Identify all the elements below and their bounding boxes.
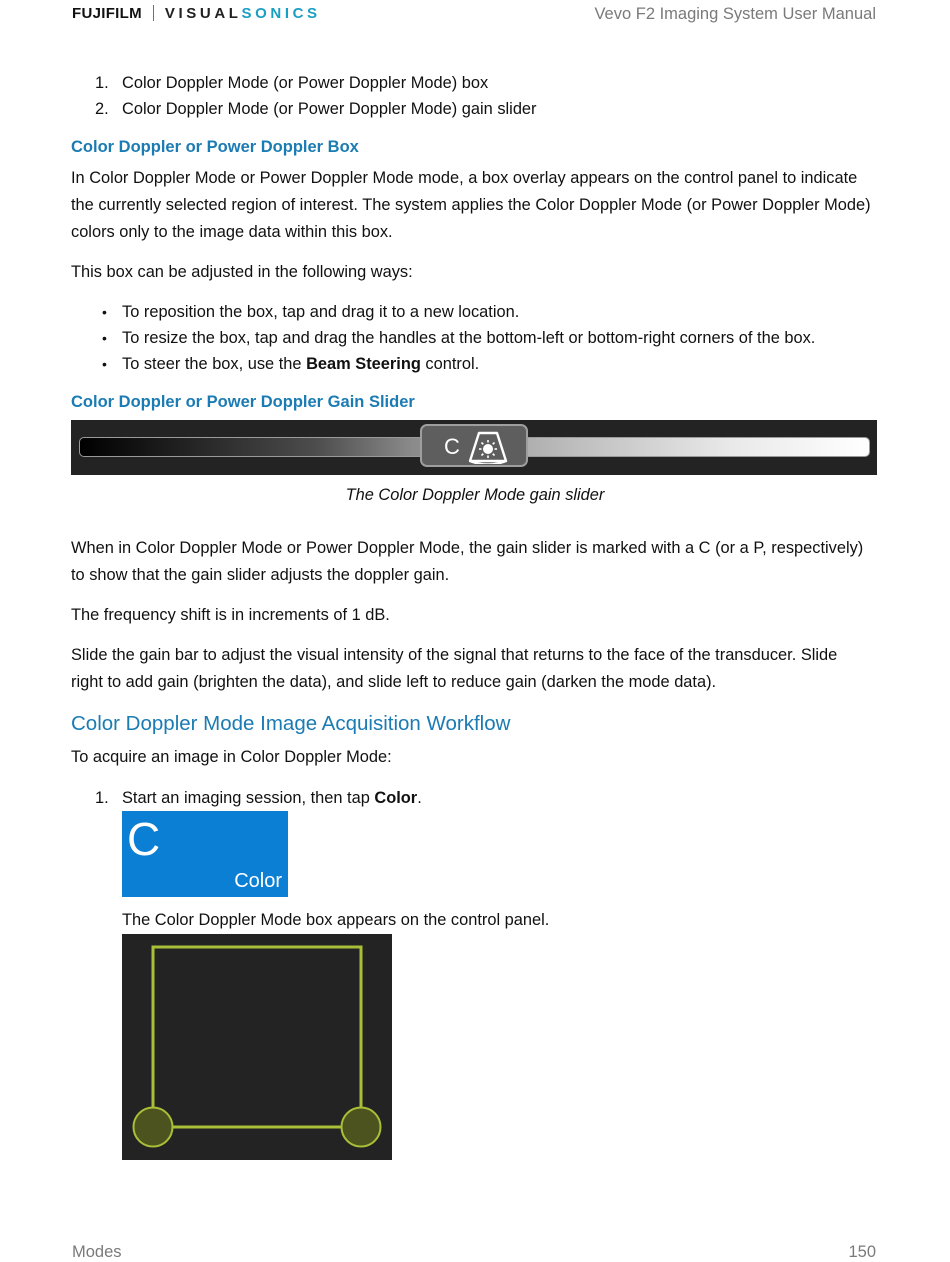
box-description-paragraph: In Color Doppler Mode or Power Doppler Mode mode, a box overlay appears on the control panel to indicate the currently selected region of interest. The system applies the Color Doppler Mode (or Power Doppler Mode) colors only to the image data within this box. bbox=[71, 169, 871, 241]
logo-product-part-2: SONICS bbox=[241, 4, 321, 22]
color-term: Color bbox=[374, 789, 418, 807]
section-heading-workflow: Color Doppler Mode Image Acquisition Workflow bbox=[71, 712, 511, 735]
logo-brand: FUJIFILM bbox=[72, 4, 142, 22]
list-item bbox=[71, 70, 537, 96]
doppler-transducer-icon bbox=[466, 428, 510, 464]
list-text: Color Doppler Mode (or Power Doppler Mode) box bbox=[122, 74, 489, 92]
resize-handle-bottom-right[interactable] bbox=[342, 1108, 381, 1147]
list-item bbox=[71, 299, 871, 325]
step-result-text: The Color Doppler Mode box appears on the control panel. bbox=[122, 911, 550, 929]
bullet-text: To reposition the box, tap and drag it to a new location. bbox=[122, 303, 520, 321]
list-item bbox=[71, 785, 422, 811]
gain-mode-letter: C bbox=[444, 434, 460, 459]
color-mode-button[interactable] bbox=[122, 811, 288, 897]
gain-description-paragraph: When in Color Doppler Mode or Power Doppler Mode, the gain slider is marked with a C (or a P, respectively) to show that the gain slider adjusts the doppler gain. bbox=[71, 539, 864, 584]
page-number: 150 bbox=[848, 1243, 876, 1261]
color-button-label: Color bbox=[234, 870, 282, 892]
list-number: 1. bbox=[95, 789, 109, 807]
list-number: 1. bbox=[95, 74, 109, 92]
footer-section-name: Modes bbox=[72, 1243, 122, 1261]
bullet-text-post: control. bbox=[420, 355, 480, 373]
list-text: Color Doppler Mode (or Power Doppler Mode) gain slider bbox=[122, 100, 537, 118]
doppler-box-overlay bbox=[122, 934, 392, 1160]
list-item bbox=[71, 325, 871, 351]
list-number: 2. bbox=[95, 100, 109, 118]
section-heading-box: Color Doppler or Power Doppler Box bbox=[71, 138, 359, 156]
doppler-box-outline[interactable] bbox=[153, 947, 361, 1127]
figure-caption: The Color Doppler Mode gain slider bbox=[345, 486, 605, 504]
workflow-steps bbox=[71, 785, 422, 811]
resize-handle-bottom-left[interactable] bbox=[134, 1108, 173, 1147]
logo-product bbox=[165, 5, 321, 22]
gain-slider-handle[interactable] bbox=[420, 424, 528, 467]
workflow-intro: To acquire an image in Color Doppler Mode: bbox=[71, 748, 392, 766]
box-adjust-intro: This box can be adjusted in the following ways: bbox=[71, 263, 413, 281]
box-adjust-list bbox=[71, 299, 871, 377]
gain-slider-panel bbox=[71, 420, 877, 475]
color-button-letter: C bbox=[127, 813, 161, 865]
beam-steering-term: Beam Steering bbox=[306, 355, 421, 373]
logo-divider bbox=[153, 5, 154, 21]
bullet-text: To resize the box, tap and drag the handles at the bottom-left or bottom-right corners of the box. bbox=[122, 329, 816, 347]
logo-product-part-1: VISUAL bbox=[164, 4, 242, 22]
document-title: Vevo F2 Imaging System User Manual bbox=[594, 5, 876, 23]
color-doppler-box-preview bbox=[122, 934, 392, 1160]
fujifilm-visualsonics-logo bbox=[72, 3, 321, 23]
bullet-text-pre: To steer the box, use the bbox=[122, 355, 307, 373]
gain-usage-paragraph: Slide the gain bar to adjust the visual intensity of the signal that returns to the face of the transducer. Slide right to add gain (brighten the data), and slide left to reduce gain (darken the mode data). bbox=[71, 646, 838, 691]
list-item bbox=[71, 96, 537, 122]
callout-list bbox=[71, 70, 537, 122]
step-text-pre: Start an imaging session, then tap bbox=[122, 789, 375, 807]
list-item bbox=[71, 351, 871, 377]
frequency-shift-paragraph: The frequency shift is in increments of 1 dB. bbox=[71, 606, 390, 624]
step-text-post: . bbox=[417, 789, 422, 807]
section-heading-gain: Color Doppler or Power Doppler Gain Slider bbox=[71, 393, 415, 411]
